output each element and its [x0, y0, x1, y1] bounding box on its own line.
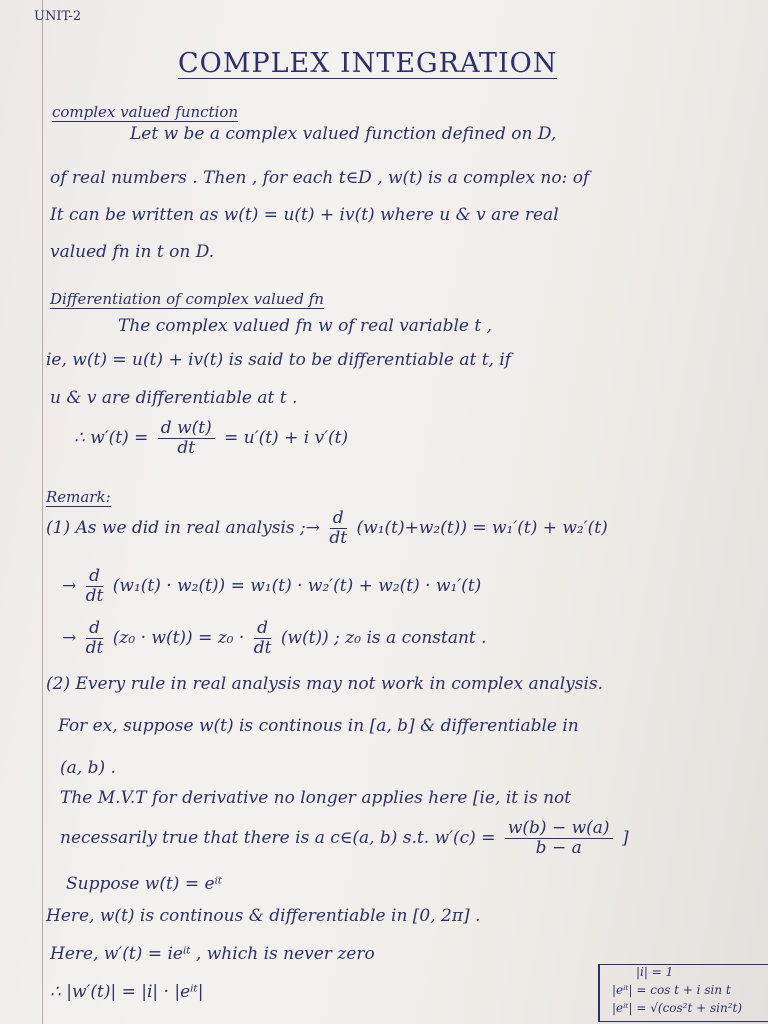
text-line: Suppose w(t) = eⁱᵗ — [66, 874, 223, 894]
unit-label: UNIT-2 — [34, 9, 82, 24]
text-line: ∴ |w′(t)| = |i| · |eⁱᵗ| — [50, 982, 204, 1002]
derivative-rhs: = u′(t) + i v′(t) — [224, 428, 349, 448]
constant-rule — [62, 620, 487, 657]
d-dt-fraction — [86, 620, 104, 657]
text-line: The complex valued fn w of real variable t , — [118, 316, 493, 336]
fraction-denominator: dt — [85, 586, 104, 606]
remark-1-text: (1) As we did in real analysis ;→ — [46, 518, 320, 538]
fraction-denominator: dt — [177, 438, 196, 458]
text-line: of real numbers . Then , for each t∈D , w(t) is a complex no: of — [50, 168, 590, 188]
fraction-numerator: w(b) − w(a) — [505, 820, 613, 839]
fraction-numerator: d — [330, 510, 347, 529]
section-heading-complex-valued-function: complex valued function — [52, 103, 239, 121]
text-line: It can be written as w(t) = u(t) + iv(t) where u & v are real — [50, 205, 559, 225]
d-dt-fraction — [329, 510, 347, 547]
fraction-numerator: d — [254, 620, 271, 639]
text-line: (a, b) . — [60, 758, 116, 778]
text-line: ie, w(t) = u(t) + iv(t) is said to be differentiable at t, if — [46, 350, 512, 370]
text-line: u & v are differentiable at t . — [50, 388, 298, 408]
side-note-line: |i| = 1 — [636, 965, 674, 979]
derivative-lhs: ∴ w′(t) = — [74, 428, 149, 448]
fraction-denominator: dt — [85, 638, 104, 658]
remark-heading: Remark: — [46, 488, 111, 506]
fraction-numerator: d — [86, 568, 103, 587]
constant-rule-tail: (w(t)) ; z₀ is a constant . — [280, 628, 487, 648]
mvt-fraction — [505, 820, 613, 857]
text-line: Let w be a complex valued function defined on D, — [130, 124, 557, 144]
page-title: COMPLEX INTEGRATION — [178, 48, 558, 79]
product-rule-rhs: (w₁(t) · w₂(t)) = w₁(t) · w₂′(t) + w₂(t) · w₁′(t) — [112, 576, 482, 596]
side-note-line: |eⁱᵗ| = √(cos²t + sin²t) — [612, 1001, 743, 1015]
fraction-denominator: dt — [329, 528, 348, 548]
arrow-glyph: → — [62, 576, 77, 596]
margin-rule — [42, 0, 43, 1024]
fraction-numerator: d — [86, 620, 103, 639]
text-line: Here, w(t) is continous & differentiable in [0, 2π] . — [46, 906, 481, 926]
d-dt-fraction — [86, 568, 104, 605]
side-note-line: |eⁱᵗ| = cos t + i sin t — [612, 983, 731, 997]
text-line: Here, w′(t) = ieⁱᵗ , which is never zero — [50, 944, 375, 964]
closing-bracket: ] — [621, 828, 629, 848]
derivative-formula — [74, 420, 348, 457]
derivative-fraction — [158, 420, 215, 457]
fraction-denominator: dt — [253, 638, 272, 658]
mvt-line — [60, 820, 629, 857]
fraction-denominator: b − a — [535, 838, 582, 858]
text-line: valued fn in t on D. — [50, 242, 215, 262]
product-rule — [62, 568, 481, 605]
remark-1-rhs: (w₁(t)+w₂(t)) = w₁′(t) + w₂′(t) — [356, 518, 608, 538]
text-line: (2) Every rule in real analysis may not work in complex analysis. — [46, 674, 604, 694]
arrow-glyph: → — [62, 628, 77, 648]
text-line: The M.V.T for derivative no longer applies here [ie, it is not — [60, 788, 572, 808]
constant-rule-mid: (z₀ · w(t)) = z₀ · — [112, 628, 245, 648]
d-dt-fraction — [254, 620, 272, 657]
section-heading-differentiation: Differentiation of complex valued fn — [50, 290, 324, 308]
fraction-numerator: d w(t) — [158, 420, 215, 439]
text-line: For ex, suppose w(t) is continous in [a, b] & differentiable in — [58, 716, 579, 736]
remark-1 — [46, 510, 608, 547]
mvt-text: necessarily true that there is a c∈(a, b) s.t. w′(c) = — [60, 828, 496, 848]
